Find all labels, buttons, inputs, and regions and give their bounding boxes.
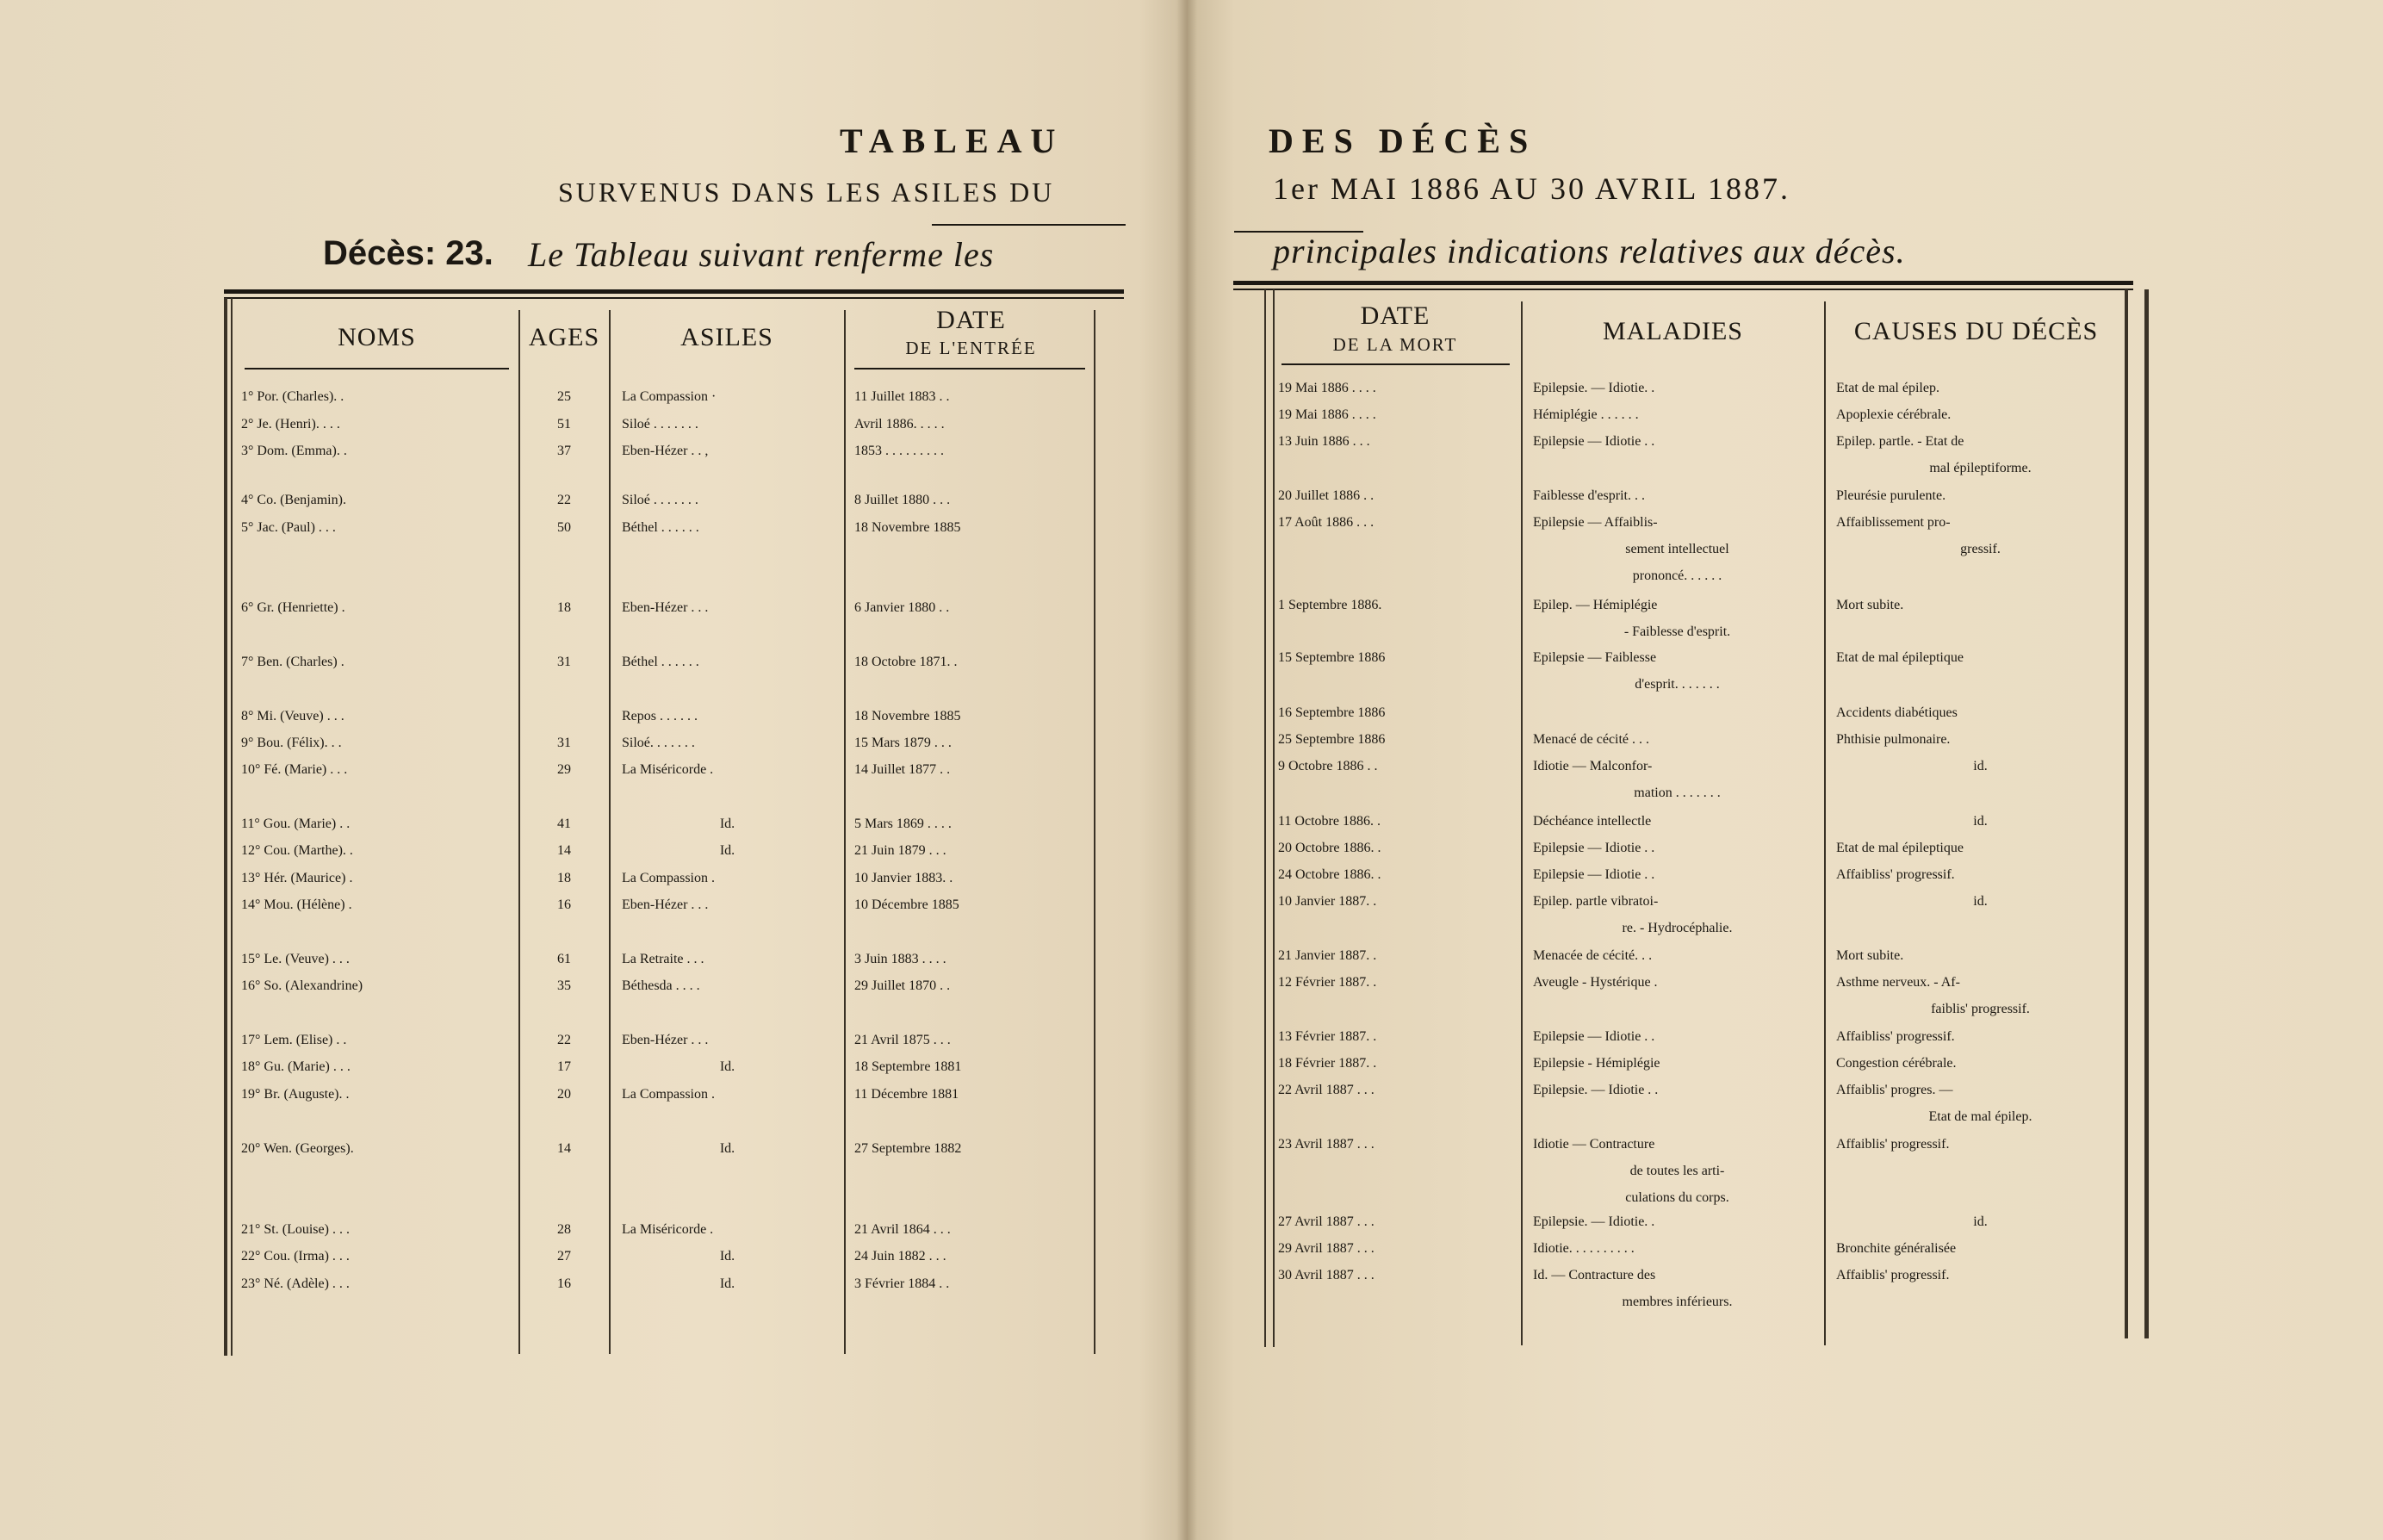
row-nom: 17° Lem. (Elise) . . — [241, 1033, 347, 1047]
row-asile: La Retraite . . . — [622, 952, 704, 966]
row-age: 51 — [557, 417, 571, 432]
row-nom: 13° Hér. (Maurice) . — [241, 871, 353, 885]
row-nom: 10° Fé. (Marie) . . . — [241, 762, 348, 777]
row-maladie-line: Epilepsie. — Idiotie. . — [1533, 1214, 1655, 1229]
row-asile: Id. — [719, 1141, 735, 1156]
row-maladie-line: Idiotie. . . . . . . . . . — [1533, 1241, 1635, 1256]
col-header-asiles: ASILES — [680, 323, 773, 351]
row-nom: 11° Gou. (Marie) . . — [241, 817, 351, 831]
col-sep-right-edge — [1094, 310, 1095, 1354]
row-nom: 14° Mou. (Hélène) . — [241, 897, 352, 912]
right-table-border-inner — [1273, 289, 1275, 1347]
row-cause-line: Epilep. partle. - Etat de — [1836, 434, 1964, 449]
row-asile: Béthel . . . . . . — [622, 655, 699, 669]
row-date-mort: 27 Avril 1887 . . . — [1278, 1214, 1375, 1229]
row-date-mort: 1 Septembre 1886. — [1278, 598, 1382, 612]
row-date-entree: 3 Février 1884 . . — [854, 1276, 950, 1291]
row-asile: La Compassion . — [622, 871, 715, 885]
left-table-border-inner — [231, 298, 233, 1356]
row-age: 61 — [557, 952, 571, 966]
right-table-right-border — [2125, 289, 2128, 1338]
row-date-entree: 10 Janvier 1883. . — [854, 871, 953, 885]
row-maladie-line: Epilepsie — Affaiblis- — [1533, 515, 1658, 530]
row-date-mort: 10 Janvier 1887. . — [1278, 894, 1377, 909]
row-nom: 15° Le. (Veuve) . . . — [241, 952, 350, 966]
row-date-mort: 22 Avril 1887 . . . — [1278, 1083, 1375, 1097]
row-cause-line: id. — [1973, 814, 1988, 829]
header-underline-noms — [245, 368, 509, 369]
row-date-entree: 18 Octobre 1871. . — [854, 655, 958, 669]
row-maladie-line: - Faiblesse d'esprit. — [1623, 624, 1731, 639]
row-date-entree: 11 Décembre 1881 — [854, 1087, 959, 1102]
col-header-maladies: MALADIES — [1603, 317, 1743, 345]
row-asile: Id. — [719, 1059, 735, 1074]
row-cause-line: Affaiblis' progressif. — [1836, 1137, 1950, 1152]
row-cause-line: Mort subite. — [1836, 598, 1904, 612]
row-cause-line: Pleurésie purulente. — [1836, 488, 1946, 503]
row-date-entree: 27 Septembre 1882 — [854, 1141, 962, 1156]
row-date-entree: 21 Avril 1864 . . . — [854, 1222, 951, 1237]
row-maladie-line: Déchéance intellectle — [1533, 814, 1652, 829]
row-maladie-line: Epilep. partle vibratoi- — [1533, 894, 1659, 909]
row-cause-line: Mort subite. — [1836, 948, 1904, 963]
row-age: 27 — [557, 1249, 571, 1264]
row-asile: La Compassion . — [622, 1087, 715, 1102]
row-age: 16 — [557, 897, 571, 912]
row-cause-line: mal épileptiforme. — [1929, 461, 2032, 475]
row-maladie-line: prononcé. . . . . . — [1632, 568, 1722, 583]
header-underline-date — [854, 368, 1085, 369]
top-rule-right — [1233, 281, 2133, 285]
row-nom: 23° Né. (Adèle) . . . — [241, 1276, 350, 1291]
row-maladie-line: Idiotie — Contracture — [1533, 1137, 1655, 1152]
row-age: 18 — [557, 871, 571, 885]
row-maladie-line: Idiotie — Malconfor- — [1533, 759, 1653, 773]
row-asile: La Miséricorde . — [622, 1222, 714, 1237]
row-date-mort: 16 Septembre 1886 — [1278, 705, 1386, 720]
row-cause-line: id. — [1973, 1214, 1988, 1229]
row-maladie-line: Epilep. — Hémiplégie — [1533, 598, 1658, 612]
row-age: 28 — [557, 1222, 571, 1237]
row-asile: La Miséricorde . — [622, 762, 714, 777]
row-date-entree: 14 Juillet 1877 . . — [854, 762, 951, 777]
row-date-entree: 21 Juin 1879 . . . — [854, 843, 946, 858]
row-age: 35 — [557, 978, 571, 993]
row-cause-line: Etat de mal épileptique — [1836, 841, 1964, 855]
col-sep-asiles-date — [844, 310, 846, 1354]
row-nom: 1° Por. (Charles). . — [241, 389, 344, 404]
row-date-entree: 6 Janvier 1880 . . — [854, 600, 950, 615]
row-age: 31 — [557, 736, 571, 750]
row-asile: Repos . . . . . . — [622, 709, 698, 723]
row-age: 22 — [557, 1033, 571, 1047]
row-maladie-line: Aveugle - Hystérique . — [1533, 975, 1658, 990]
row-nom: 9° Bou. (Félix). . . — [241, 736, 342, 750]
row-nom: 6° Gr. (Henriette) . — [241, 600, 345, 615]
col-header-causes: CAUSES DU DÉCÈS — [1853, 317, 2099, 345]
row-date-mort: 15 Septembre 1886 — [1278, 650, 1386, 665]
row-maladie-line: re. - Hydrocéphalie. — [1622, 921, 1733, 935]
row-age: 25 — [557, 389, 571, 404]
row-age: 50 — [557, 520, 571, 535]
row-age: 20 — [557, 1087, 571, 1102]
row-asile: Siloé . . . . . . . — [622, 493, 698, 507]
row-date-mort: 20 Juillet 1886 . . — [1278, 488, 1375, 503]
col-sep-noms-ages — [518, 310, 520, 1354]
row-asile: Eben-Hézer . . . — [622, 600, 709, 615]
row-date-entree: 5 Mars 1869 . . . . — [854, 817, 952, 831]
row-date-entree: Avril 1886. . . . . — [854, 417, 945, 432]
row-date-mort: 9 Octobre 1886 . . — [1278, 759, 1378, 773]
row-date-mort: 29 Avril 1887 . . . — [1278, 1241, 1375, 1256]
row-cause-line: Affaibliss' progressif. — [1836, 1029, 1955, 1044]
row-nom: 16° So. (Alexandrine) — [241, 978, 363, 993]
row-age: 14 — [557, 843, 571, 858]
col-sep-mort-maladies — [1521, 301, 1523, 1345]
row-age: 16 — [557, 1276, 571, 1291]
row-maladie-line: membres inférieurs. — [1622, 1295, 1733, 1309]
row-date-entree: 18 Septembre 1881 — [854, 1059, 962, 1074]
row-date-mort: 13 Février 1887. . — [1278, 1029, 1377, 1044]
row-cause-line: Affaiblissement pro- — [1836, 515, 1951, 530]
row-cause-line: Etat de mal épileptique — [1836, 650, 1964, 665]
row-cause-line: Bronchite généralisée — [1836, 1241, 1957, 1256]
col-header-date-entree-sub: DE L'ENTRÉE — [905, 338, 1037, 358]
title-left: TABLEAU — [840, 121, 1064, 160]
row-maladie-line: de toutes les arti- — [1629, 1164, 1725, 1178]
row-date-mort: 11 Octobre 1886. . — [1278, 814, 1381, 829]
header-underline-mort — [1281, 363, 1510, 365]
row-date-entree: 18 Novembre 1885 — [854, 520, 961, 535]
row-cause-line: Affaibliss' progressif. — [1836, 867, 1955, 882]
row-asile: Béthel . . . . . . — [622, 520, 699, 535]
row-maladie-line: Epilepsie — Idiotie . . — [1533, 841, 1655, 855]
row-date-entree: 3 Juin 1883 . . . . — [854, 952, 946, 966]
row-maladie-line: Epilepsie. — Idiotie. . — [1533, 381, 1655, 395]
row-nom: 3° Dom. (Emma). . — [241, 444, 347, 458]
row-age: 41 — [557, 817, 571, 831]
row-asile: Id. — [719, 817, 735, 831]
row-cause-line: faiblis' progressif. — [1931, 1002, 2030, 1016]
row-cause-line: Etat de mal épilep. — [1928, 1109, 2032, 1124]
row-maladie-line: Epilepsie. — Idiotie . . — [1533, 1083, 1659, 1097]
row-asile: Siloé. . . . . . . — [622, 736, 695, 750]
row-date-mort: 19 Mai 1886 . . . . — [1278, 381, 1376, 395]
row-cause-line: id. — [1973, 759, 1988, 773]
row-maladie-line: Id. — Contracture des — [1533, 1268, 1656, 1282]
subtitle-underline-left — [932, 224, 1126, 226]
col-header-date-mort-sub: DE LA MORT — [1332, 334, 1458, 355]
right-table-border — [1264, 289, 1266, 1347]
row-nom: 20° Wen. (Georges). — [241, 1141, 354, 1156]
book-gutter — [1176, 0, 1197, 1540]
col-header-date-mort: DATE — [1360, 301, 1430, 330]
row-date-mort: 19 Mai 1886 . . . . — [1278, 407, 1376, 422]
row-age: 18 — [557, 600, 571, 615]
row-cause-line: Phthisie pulmonaire. — [1836, 732, 1951, 747]
row-age: 22 — [557, 493, 571, 507]
row-date-mort: 24 Octobre 1886. . — [1278, 867, 1381, 882]
row-nom: 2° Je. (Henri). . . . — [241, 417, 340, 432]
row-maladie-line: Epilepsie — Idiotie . . — [1533, 867, 1655, 882]
row-maladie-line: Epilepsie — Idiotie . . — [1533, 434, 1655, 449]
left-table-border — [224, 298, 227, 1356]
row-nom: 4° Co. (Benjamin). — [241, 493, 346, 507]
row-cause-line: Affaiblis' progressif. — [1836, 1268, 1950, 1282]
row-date-mort: 30 Avril 1887 . . . — [1278, 1268, 1375, 1282]
row-maladie-line: Epilepsie — Idiotie . . — [1533, 1029, 1655, 1044]
intro-right: principales indications relatives aux décès. — [1273, 232, 1906, 270]
row-age: 17 — [557, 1059, 571, 1074]
row-nom: 19° Br. (Auguste). . — [241, 1087, 350, 1102]
row-asile: Siloé . . . . . . . — [622, 417, 698, 432]
row-date-mort: 13 Juin 1886 . . . — [1278, 434, 1370, 449]
row-maladie-line: Menacée de cécité. . . — [1533, 948, 1653, 963]
row-maladie-line: Faiblesse d'esprit. . . — [1533, 488, 1645, 503]
row-asile: Eben-Hézer . . . — [622, 897, 709, 912]
row-cause-line: Congestion cérébrale. — [1836, 1056, 1957, 1071]
row-nom: 12° Cou. (Marthe). . — [241, 843, 353, 858]
row-nom: 7° Ben. (Charles) . — [241, 655, 344, 669]
row-date-mort: 20 Octobre 1886. . — [1278, 841, 1381, 855]
subtitle-left: SURVENUS DANS LES ASILES DU — [558, 177, 1055, 208]
row-nom: 8° Mi. (Veuve) . . . — [241, 709, 344, 723]
row-date-mort: 25 Septembre 1886 — [1278, 732, 1386, 747]
top-rule-left — [224, 289, 1124, 294]
row-asile: Id. — [719, 1276, 735, 1291]
row-maladie-line: mation . . . . . . . — [1634, 786, 1721, 800]
row-asile: Eben-Hézer . . . — [622, 1033, 709, 1047]
row-asile: Béthesda . . . . — [622, 978, 700, 993]
row-cause-line: Accidents diabétiques — [1836, 705, 1958, 720]
col-header-date-entree: DATE — [936, 306, 1006, 334]
row-nom: 21° St. (Louise) . . . — [241, 1222, 350, 1237]
row-maladie-line: Epilepsie - Hémiplégie — [1533, 1056, 1660, 1071]
row-cause-line: Etat de mal épilep. — [1836, 381, 1939, 395]
row-age: 29 — [557, 762, 571, 777]
row-asile: La Compassion · — [622, 389, 717, 404]
row-cause-line: Apoplexie cérébrale. — [1836, 407, 1952, 422]
row-cause-line: Asthme nerveux. - Af- — [1836, 975, 1960, 990]
col-header-ages: AGES — [528, 323, 600, 351]
row-date-mort: 17 Août 1886 . . . — [1278, 515, 1375, 530]
row-asile: Eben-Hézer . . , — [622, 444, 709, 458]
row-age: 14 — [557, 1141, 571, 1156]
row-date-mort: 21 Janvier 1887. . — [1278, 948, 1377, 963]
row-date-entree: 11 Juillet 1883 . . — [854, 389, 950, 404]
row-date-mort: 18 Février 1887. . — [1278, 1056, 1377, 1071]
subtitle-right: 1er MAI 1886 AU 30 AVRIL 1887. — [1273, 171, 1790, 206]
row-date-entree: 24 Juin 1882 . . . — [854, 1249, 946, 1264]
deces-count: Décès: 23. — [323, 234, 493, 272]
row-date-entree: 8 Juillet 1880 . . . — [854, 493, 951, 507]
row-date-entree: 15 Mars 1879 . . . — [854, 736, 952, 750]
row-cause-line: Affaiblis' progres. — — [1836, 1083, 1953, 1097]
row-cause-line: id. — [1973, 894, 1988, 909]
row-date-entree: 18 Novembre 1885 — [854, 709, 961, 723]
right-table-right-border-thick — [2144, 289, 2149, 1338]
row-nom: 18° Gu. (Marie) . . . — [241, 1059, 351, 1074]
col-sep-maladies-causes — [1824, 301, 1826, 1345]
top-rule-left-thin — [224, 297, 1124, 299]
row-maladie-line: Epilepsie — Faiblesse — [1533, 650, 1657, 665]
col-header-noms: NOMS — [338, 323, 416, 351]
row-date-mort: 12 Février 1887. . — [1278, 975, 1377, 990]
row-age: 37 — [557, 444, 571, 458]
top-rule-right-thin — [1233, 289, 2133, 290]
row-maladie-line: sement intellectuel — [1625, 542, 1729, 556]
row-date-entree: 21 Avril 1875 . . . — [854, 1033, 951, 1047]
row-maladie-line: Menacé de cécité . . . — [1533, 732, 1650, 747]
row-maladie-line: d'esprit. . . . . . . — [1635, 677, 1720, 692]
row-date-entree: 10 Décembre 1885 — [854, 897, 959, 912]
row-asile: Id. — [719, 843, 735, 858]
title-right: DES DÉCÈS — [1269, 121, 1537, 160]
row-maladie-line: culations du corps. — [1625, 1190, 1729, 1205]
col-sep-ages-asiles — [609, 310, 611, 1354]
row-asile: Id. — [719, 1249, 735, 1264]
row-nom: 5° Jac. (Paul) . . . — [241, 520, 336, 535]
intro-left: Le Tableau suivant renferme les — [528, 235, 995, 274]
row-date-entree: 29 Juillet 1870 . . — [854, 978, 951, 993]
row-cause-line: gressif. — [1960, 542, 2001, 556]
row-date-entree: 1853 . . . . . . . . . — [854, 444, 944, 458]
row-maladie-line: Hémiplégie . . . . . . — [1533, 407, 1639, 422]
row-date-mort: 23 Avril 1887 . . . — [1278, 1137, 1375, 1152]
row-age: 31 — [557, 655, 571, 669]
row-nom: 22° Cou. (Irma) . . . — [241, 1249, 350, 1264]
